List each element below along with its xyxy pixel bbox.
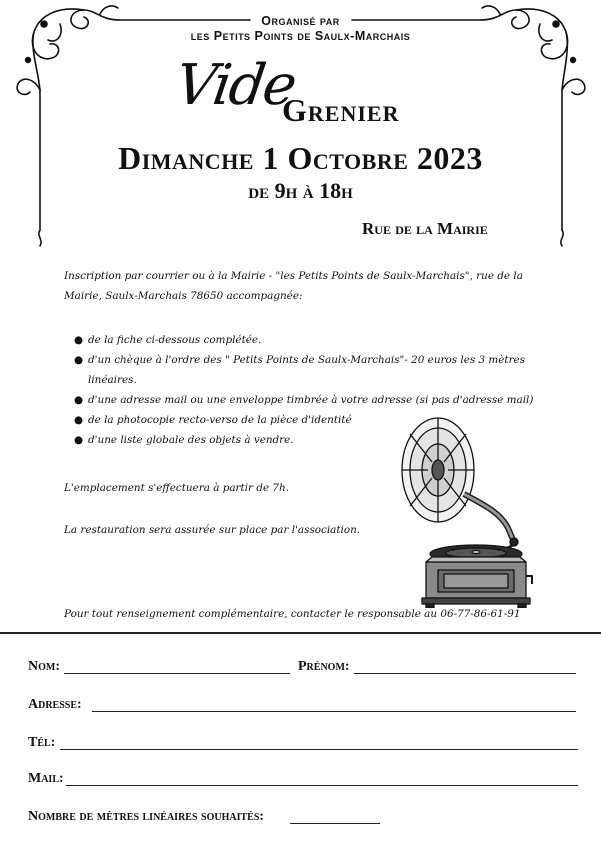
mail-label: Mail: [28, 771, 64, 786]
organizer-block [0, 14, 601, 44]
metres-label: Nombre de mètres linéaires souhaités: [28, 809, 265, 824]
list-item: ● de la photocopie recto-verso de la pièce d'identité [72, 410, 540, 430]
event-location: Rue de la Mairie [362, 219, 488, 238]
mail-field[interactable] [66, 785, 578, 786]
event-hours: de 9h à 18h [248, 178, 353, 203]
setup-time-note: L'emplacement s'effectuera à partir de 7h. [64, 482, 290, 494]
bullet-dot-icon: ● [74, 434, 84, 446]
bullet-dot-icon: ● [74, 334, 84, 346]
contact-note: Pour tout renseignement complémentaire, contacter le responsable au 06-77-86-61-91 [64, 608, 521, 620]
bullet-dot-icon: ● [74, 414, 84, 426]
adresse-field[interactable] [92, 711, 576, 712]
bullet-dot-icon: ● [74, 354, 84, 366]
nom-field[interactable] [64, 673, 290, 674]
organizer-line-2: les Petits Points de Saulx-Marchais [190, 29, 411, 43]
metres-field[interactable] [290, 823, 380, 824]
prenom-field[interactable] [354, 673, 576, 674]
nom-label: Nom: [28, 659, 60, 674]
title-main: Grenier [282, 92, 400, 128]
prenom-label: Prénom: [298, 659, 350, 674]
tel-field[interactable] [60, 749, 578, 750]
adresse-label: Adresse: [28, 697, 82, 712]
gramophone-icon [396, 412, 534, 608]
registration-intro: Inscription par courrier ou à la Mairie - "les Petits Points de Saulx-Marchais", rue de la Mairie, Saulx-Marchais 78650 accompagnée: [64, 270, 523, 302]
cut-line-divider [0, 632, 601, 634]
list-item: ● d'une adresse mail ou une enveloppe timbrée à votre adresse (si pas d'adresse mail) [72, 390, 540, 410]
tel-label: Tél: [28, 735, 56, 750]
list-item: ● d'une liste globale des objets à vendre. [72, 430, 540, 450]
catering-note: La restauration sera assurée sur place par l'association. [64, 524, 361, 536]
bullet-dot-icon: ● [74, 394, 84, 406]
event-date: Dimanche 1 Octobre 2023 [118, 140, 483, 176]
organizer-line-1: Organisé par [261, 14, 340, 28]
list-item: ● de la fiche ci-dessous complétée. [72, 330, 540, 350]
title-script: Vide [171, 53, 299, 118]
list-item: ● d'un chèque à l'ordre des " Petits Points de Saulx-Marchais"- 20 euros les 3 mètres linéaires. [72, 350, 540, 390]
